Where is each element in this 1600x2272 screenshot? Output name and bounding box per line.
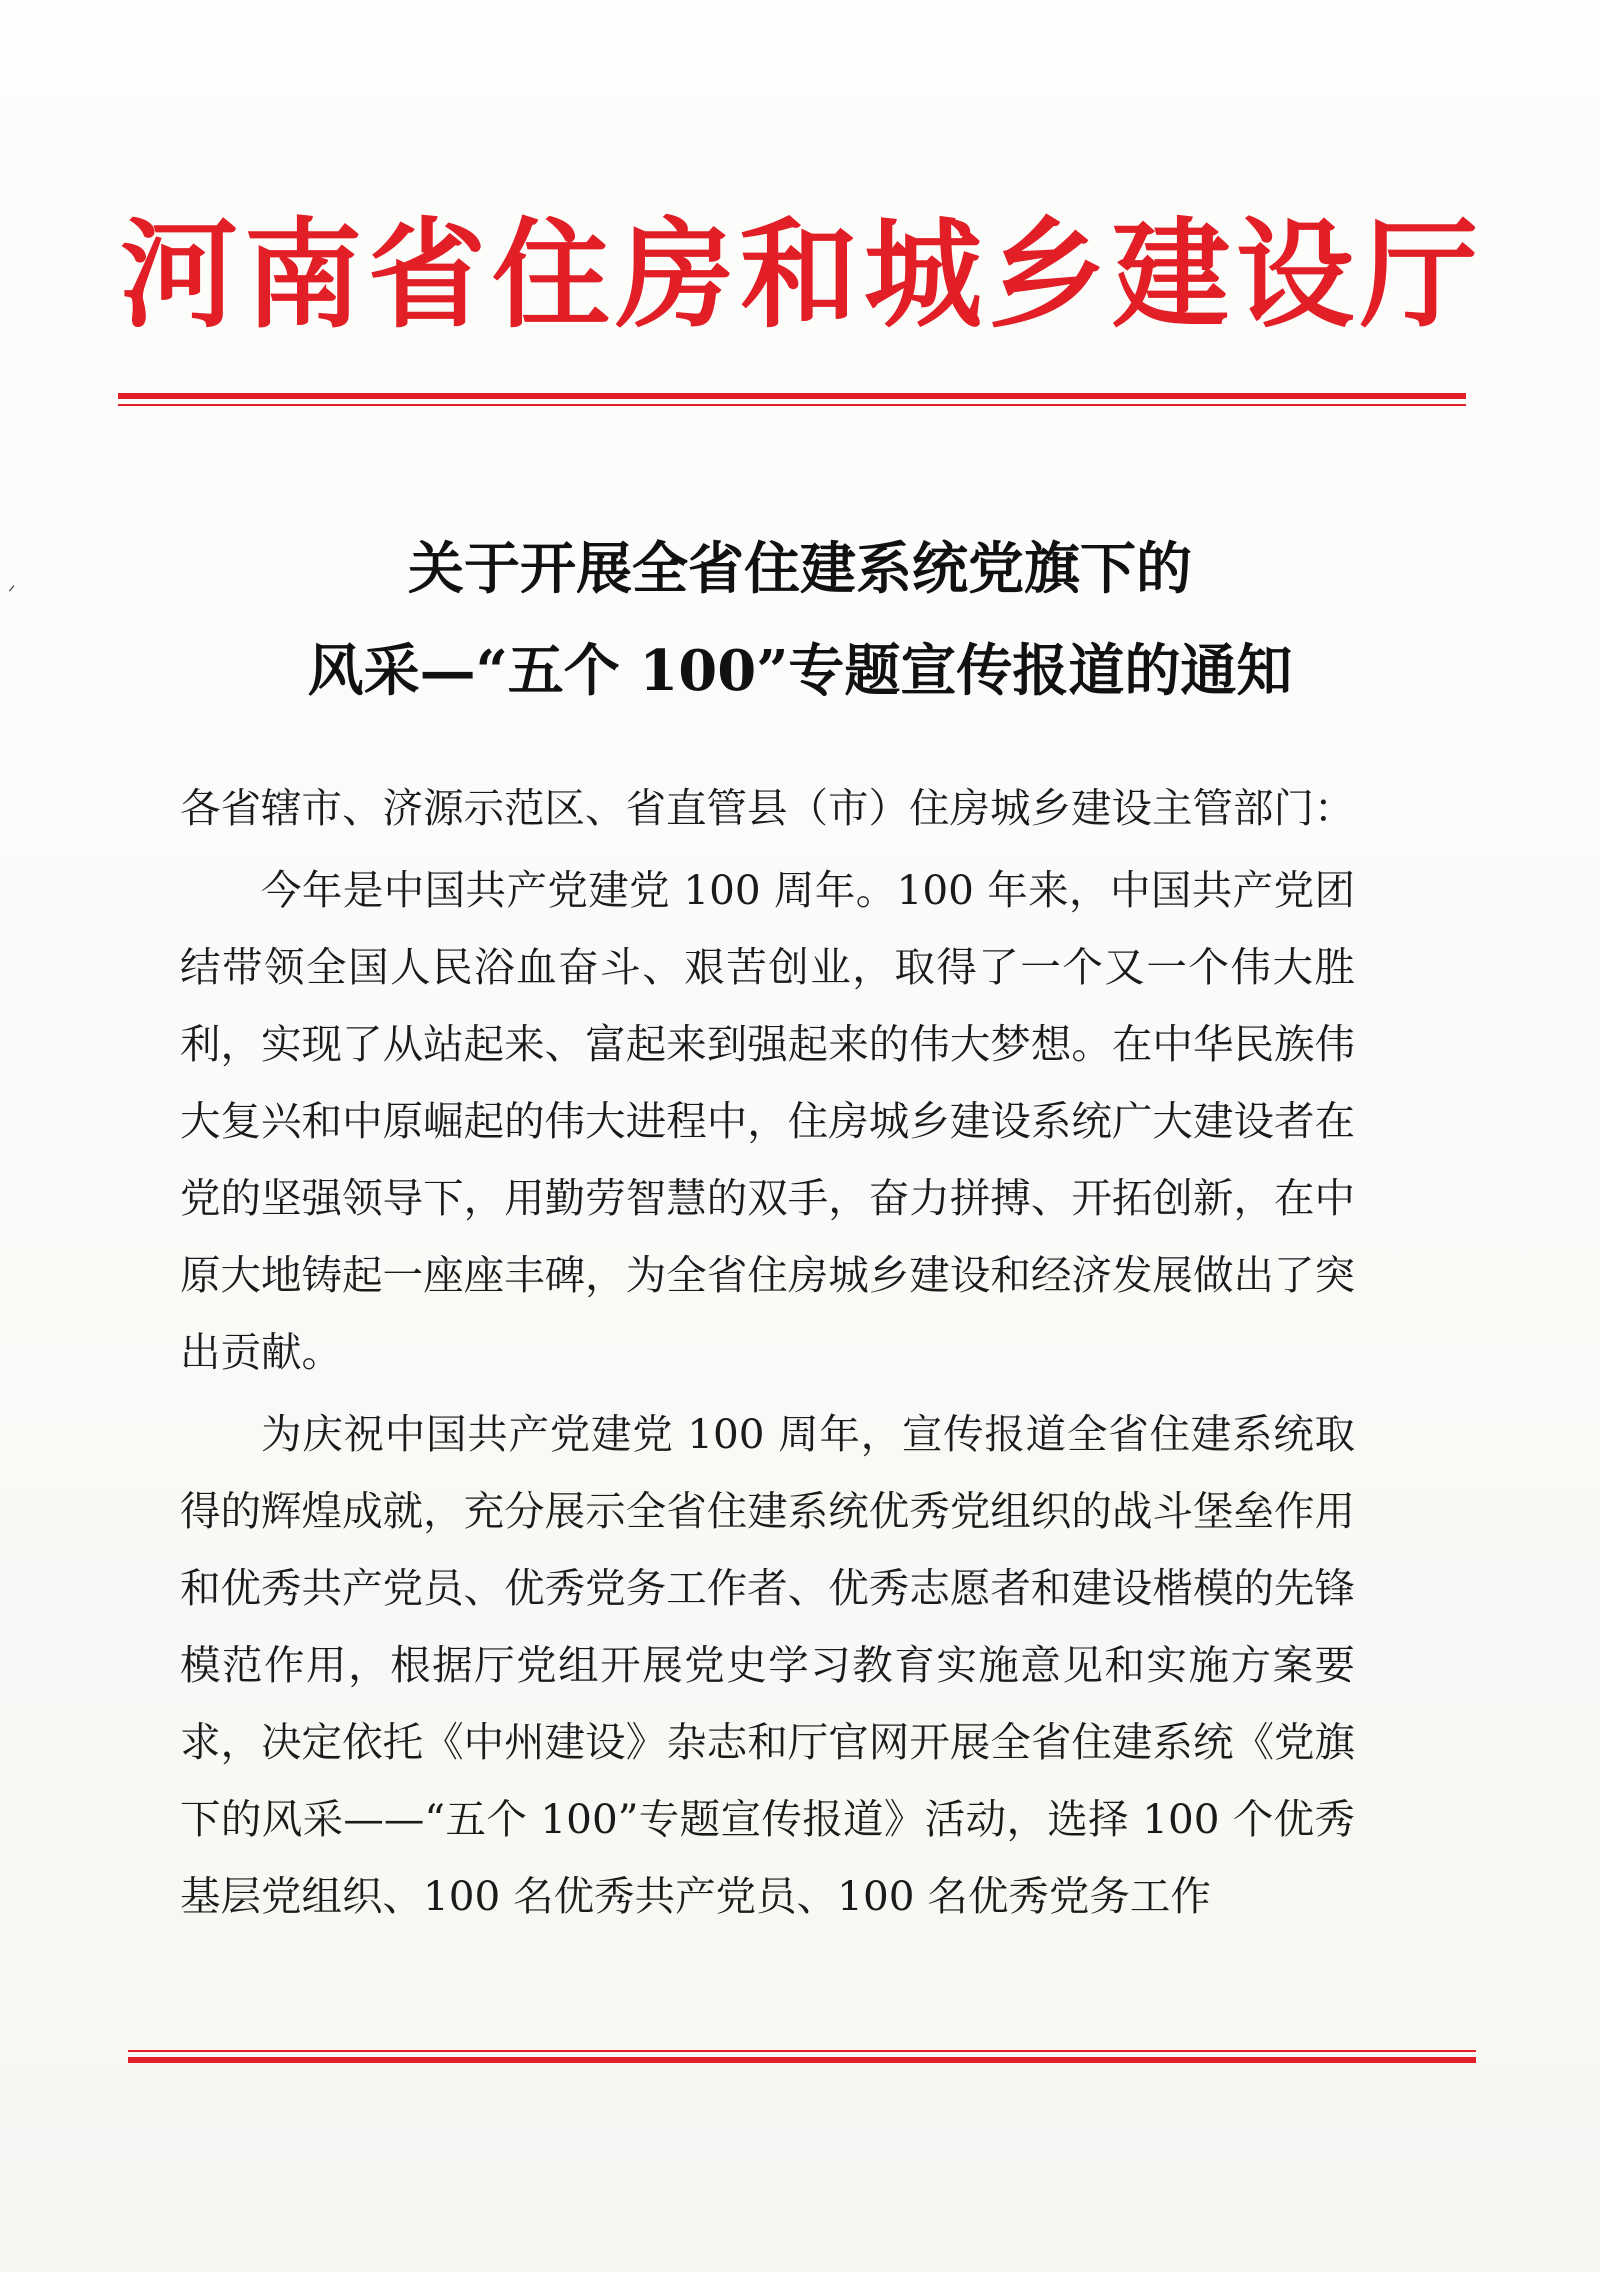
document-title xyxy=(150,518,1450,722)
document-body xyxy=(180,770,1355,1935)
footer-thin-line xyxy=(128,2050,1476,2052)
masthead-org-name: 河南省住房和城乡建设厅 xyxy=(120,206,1485,344)
title-line-1: 关于开展全省住建系统党旗下的 xyxy=(408,536,1192,602)
body-paragraph-1: 今年是中国共产党建党 100 周年。100 年来，中国共产党团结带领全国人民浴血奋斗、艰苦创业，取得了一个又一个伟大胜利，实现了从站起来、富起来到强起来的伟大梦想。在中华民族伟大复兴和中原崛起的伟大进程中，住房城乡建设系统广大建设者在党的坚强领导下，用勤劳智慧的双手，奋力拼搏、开拓创新，在中原大地铸起一座座丰碑，为全省住房城乡建设和经济发展做出了突出贡献。 xyxy=(180,866,1355,1376)
title-line-2: 风采—“五个 100”专题宣传报道的通知 xyxy=(307,638,1293,704)
divider-thin-line xyxy=(118,404,1466,406)
salutation: 各省辖市、济源示范区、省直管县（市）住房城乡建设主管部门： xyxy=(180,784,1355,832)
body-paragraph-2: 为庆祝中国共产党建党 100 周年，宣传报道全省住建系统取得的辉煌成就，充分展示全省住建系统优秀党组织的战斗堡垒作用和优秀共产党员、优秀党务工作者、优秀志愿者和建设楷模的先锋模范作用，根据厅党组开展党史学习教育实施意见和实施方案要求，决定依托《中州建设》杂志和厅官网开展全省住建系统《党旗下的风采——“五个 100”专题宣传报道》活动，选择 100 个优秀基层党组织、100 名优秀共产党员、100 名优秀党务工作 xyxy=(180,1410,1355,1920)
footer-thick-line xyxy=(128,2057,1476,2063)
scan-speck: ᐟ xyxy=(8,582,16,603)
divider-thick-line xyxy=(118,393,1466,399)
